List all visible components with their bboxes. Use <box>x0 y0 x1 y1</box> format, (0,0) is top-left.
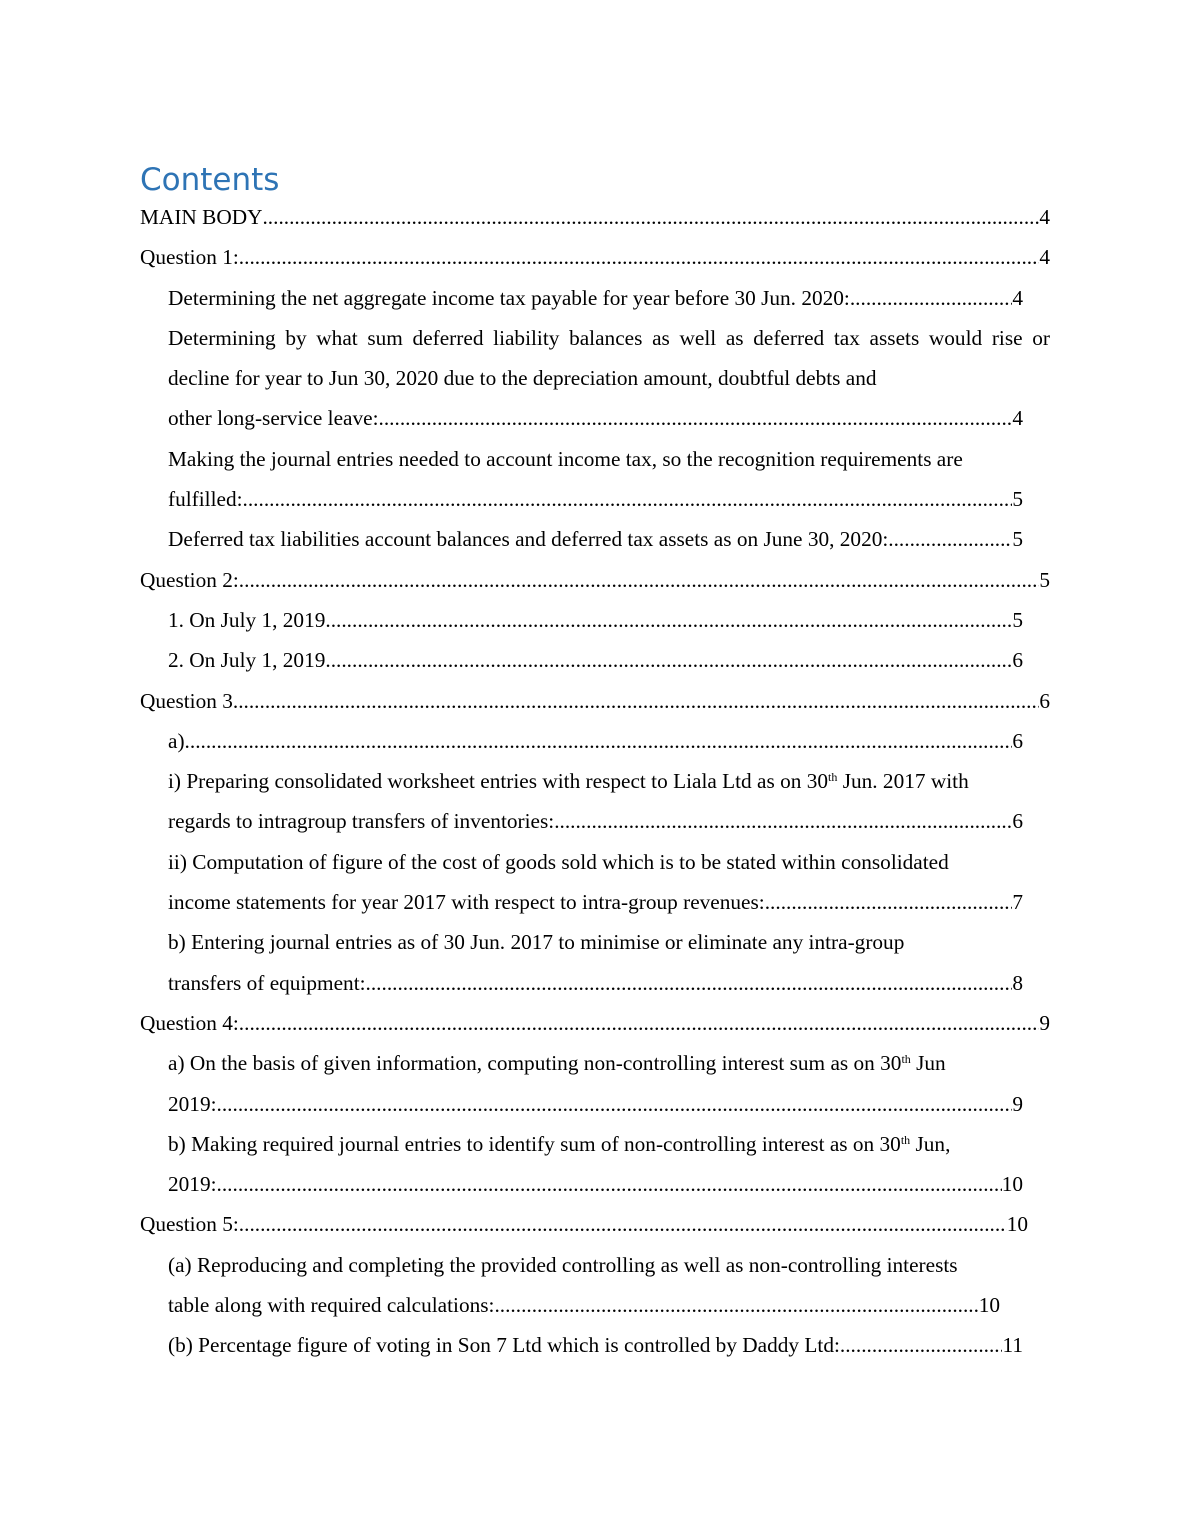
toc-entry-text: 2. On July 1, 2019 <box>168 648 326 673</box>
toc-entry-text: income statements for year 2017 with respect to intra-group revenues: <box>168 890 765 915</box>
toc-entry-q5-b[interactable] <box>140 1325 1050 1365</box>
toc-entry-text-lead: a) On the basis of given information, computing non-controlling interest sum as on 30 <box>168 1051 902 1076</box>
leader-dots <box>239 1003 1040 1043</box>
toc-entry-text-lead: (a) Reproducing and completing the provided controlling as well as non-controlling interests <box>168 1252 958 1277</box>
toc-entry-q2-item-1[interactable] <box>140 600 1050 640</box>
toc-title: Contents <box>140 162 280 198</box>
toc-entry-text-lead: b) Entering journal entries as of 30 Jun. 2017 to minimise or eliminate any intra-group <box>168 930 905 955</box>
toc-entry-text-lead: Determining by what sum deferred liability balances as well as deferred tax assets would rise or decline for year to Jun 30, 2020 due to the depreciation amount, doubtful debts and <box>168 325 1050 391</box>
toc-page-number: 8 <box>1012 970 1023 995</box>
toc-entry-text-lead: Making the journal entries needed to account income tax, so the recognition requirements are <box>168 446 963 471</box>
toc-page-number: 6 <box>1012 728 1023 753</box>
toc-entry-text: (b) Percentage figure of voting in Son 7 Ltd which is controlled by Daddy Ltd: <box>168 1333 840 1358</box>
toc-page-number: 4 <box>1012 406 1023 431</box>
toc-entry-q4-a[interactable] <box>140 1043 1050 1124</box>
toc-entry-q4-b[interactable] <box>140 1124 1050 1205</box>
toc-entry-question-2[interactable] <box>140 560 1050 600</box>
leader-dots <box>379 398 1013 438</box>
toc-entry-text: table along with required calculations: <box>168 1293 495 1318</box>
leader-dots <box>233 681 1039 721</box>
superscript: th <box>828 770 838 785</box>
toc-entry-text: Question 4: <box>140 1010 239 1035</box>
toc-page-number: 6 <box>1012 648 1023 673</box>
toc-entry-text-lead-end: Jun <box>910 1051 946 1076</box>
leader-dots <box>239 560 1040 600</box>
toc-entry-q3-i-worksheet[interactable] <box>140 761 1050 842</box>
toc-entry-text: 2019: <box>168 1091 217 1116</box>
table-of-contents <box>140 197 1050 1366</box>
toc-page-number: 6 <box>1039 688 1050 713</box>
leader-dots <box>325 600 1012 640</box>
toc-entry-q1-deferred-balances[interactable] <box>140 318 1050 439</box>
toc-entry-q2-item-2[interactable] <box>140 640 1050 680</box>
superscript: th <box>900 1132 911 1147</box>
leader-dots <box>262 197 1039 237</box>
leader-dots <box>217 1084 1013 1124</box>
toc-page-number: 10 <box>1006 1212 1028 1237</box>
toc-entry-text: other long-service leave: <box>168 406 379 431</box>
leader-dots <box>185 721 1013 761</box>
toc-entry-text-lead-end: Jun, <box>910 1131 951 1156</box>
toc-entry-text: 2019: <box>168 1172 217 1197</box>
toc-entry-text: Question 5: <box>140 1212 239 1237</box>
toc-entry-text: fulfilled: <box>168 487 243 512</box>
toc-entry-question-1[interactable] <box>140 237 1050 277</box>
toc-page-number: 10 <box>1001 1172 1023 1197</box>
toc-page-number: 5 <box>1012 527 1023 552</box>
toc-page-number: 7 <box>1012 890 1023 915</box>
toc-entry-text: 1. On July 1, 2019 <box>168 607 326 632</box>
toc-page-number: 10 <box>978 1293 1000 1318</box>
toc-entry-text: MAIN BODY <box>140 205 263 229</box>
leader-dots <box>366 963 1013 1003</box>
toc-entry-text: regards to intragroup transfers of inventories: <box>168 809 555 834</box>
leader-dots <box>765 882 1013 922</box>
toc-page-number: 11 <box>1002 1333 1023 1358</box>
toc-entry-q1-journal-entries[interactable] <box>140 439 1050 520</box>
toc-entry-text-lead: b) Making required journal entries to identify sum of non-controlling interest as on 30 <box>168 1131 901 1156</box>
toc-entry-text-lead: ii) Computation of figure of the cost of goods sold which is to be stated within consolidated <box>168 849 949 874</box>
toc-entry-text: Question 2: <box>140 567 239 592</box>
leader-dots <box>840 1325 1003 1365</box>
toc-page-number: 9 <box>1012 1091 1023 1116</box>
toc-entry-text-lead: i) Preparing consolidated worksheet entries with respect to Liala Ltd as on 30 <box>168 769 829 794</box>
toc-entry-question-5[interactable] <box>140 1204 1050 1244</box>
toc-entry-q5-a[interactable] <box>140 1245 1050 1326</box>
leader-dots <box>554 801 1012 841</box>
toc-entry-text: Question 3 <box>140 688 233 713</box>
toc-entry-question-3[interactable] <box>140 681 1050 721</box>
toc-entry-text: Deferred tax liabilities account balances and deferred tax assets as on June 30, 2020: <box>168 527 889 552</box>
toc-page-number: 5 <box>1012 607 1023 632</box>
leader-dots <box>325 640 1012 680</box>
toc-entry-text-lead-end: Jun. 2017 with <box>837 769 969 794</box>
toc-entry-text: Determining the net aggregate income tax payable for year before 30 Jun. 2020: <box>168 285 850 310</box>
toc-page-number: 4 <box>1039 205 1050 229</box>
leader-dots <box>239 1204 1007 1244</box>
leader-dots <box>217 1164 1002 1204</box>
toc-entry-q1-net-tax-payable[interactable] <box>140 278 1050 318</box>
leader-dots <box>243 479 1013 519</box>
toc-entry-text: a) <box>168 728 185 753</box>
toc-page-number: 9 <box>1039 1010 1050 1035</box>
toc-entry-q3-ii-cogs[interactable] <box>140 842 1050 923</box>
toc-entry-text: Question 1: <box>140 245 239 270</box>
leader-dots <box>850 278 1013 318</box>
leader-dots <box>239 237 1040 277</box>
toc-entry-q1-deferred-tax-accounts[interactable] <box>140 519 1050 559</box>
toc-page-number: 4 <box>1012 285 1023 310</box>
leader-dots <box>888 519 1012 559</box>
toc-page-number: 5 <box>1039 567 1050 592</box>
toc-entry-q3-b-journal[interactable] <box>140 922 1050 1003</box>
toc-entry-question-4[interactable] <box>140 1003 1050 1043</box>
leader-dots <box>494 1285 978 1325</box>
toc-page-number: 4 <box>1039 245 1050 270</box>
toc-entry-text: transfers of equipment: <box>168 970 366 995</box>
toc-entry-q3-a[interactable] <box>140 721 1050 761</box>
superscript: th <box>901 1052 911 1067</box>
toc-page-number: 5 <box>1012 487 1023 512</box>
toc-entry-main-body[interactable] <box>140 197 1050 237</box>
toc-page-number: 6 <box>1012 809 1023 834</box>
